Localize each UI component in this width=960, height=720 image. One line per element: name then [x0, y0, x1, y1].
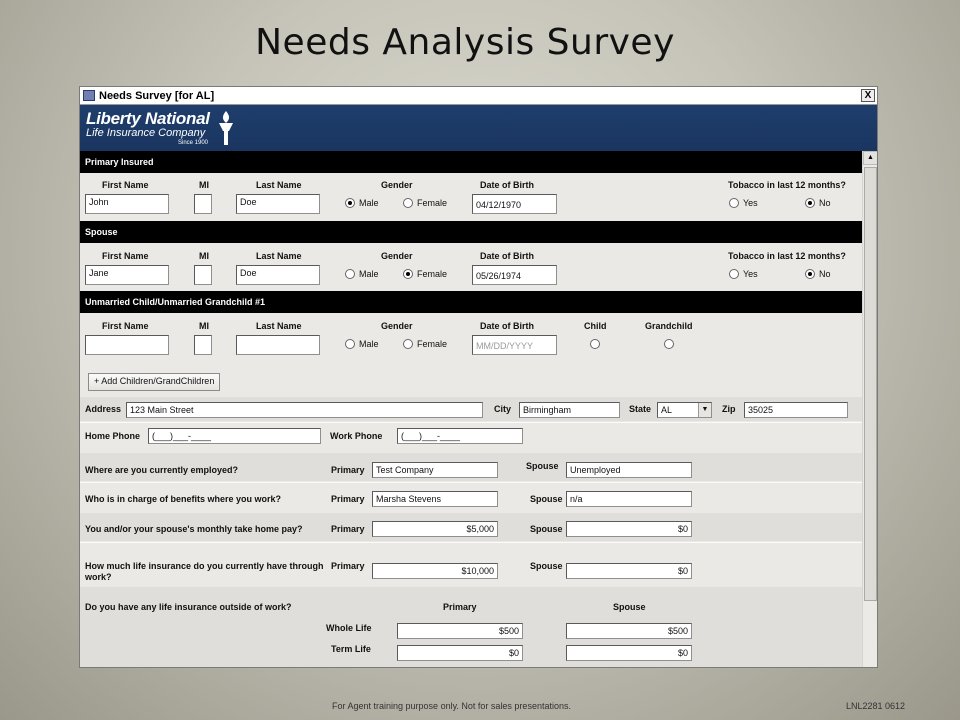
col-first-name: First Name [102, 251, 149, 261]
brand-tagline: Life Insurance Company [86, 127, 206, 139]
chevron-down-icon[interactable]: ▼ [698, 403, 711, 417]
col-last-name: Last Name [256, 321, 302, 331]
child-mi-input[interactable] [194, 335, 212, 355]
primary-label: Primary [331, 465, 365, 475]
primary-mi-input[interactable] [194, 194, 212, 214]
col-dob: Date of Birth [480, 251, 534, 261]
state-label: State [629, 404, 652, 414]
child-male-label: Male [359, 339, 379, 349]
col-mi: MI [199, 321, 209, 331]
primary-yes-label: Yes [743, 198, 758, 208]
whole-life-primary-input[interactable]: $500 [397, 623, 523, 639]
benefits-primary-input[interactable]: Marsha Stevens [372, 491, 498, 507]
spouse-no-label: No [819, 269, 831, 279]
question-outside: Do you have any life insurance outside of work? [85, 602, 292, 612]
employed-spouse-input[interactable]: Unemployed [566, 462, 692, 478]
zip-label: Zip [722, 404, 736, 414]
city-input[interactable]: Birmingham [519, 402, 620, 418]
brand-since: Since 1900 [178, 140, 209, 146]
spouse-label: Spouse [530, 561, 563, 571]
spouse-male-label: Male [359, 269, 379, 279]
col-child: Child [584, 321, 607, 331]
add-children-button[interactable]: + Add Children/GrandChildren [88, 373, 220, 391]
col-last-name: Last Name [256, 180, 302, 190]
spouse-label: Spouse [526, 461, 559, 471]
work-phone-input[interactable]: (___)___-____ [397, 428, 523, 444]
close-button[interactable]: X [861, 89, 875, 102]
child-gender-female-radio[interactable] [403, 339, 413, 349]
col-first-name: First Name [102, 180, 149, 190]
spouse-dob-input[interactable]: 05/26/1974 [472, 265, 557, 285]
child-dob-input[interactable]: MM/DD/YYYY [472, 335, 557, 355]
window-titlebar[interactable] [80, 87, 877, 105]
spouse-gender-male-radio[interactable] [345, 269, 355, 279]
state-value: AL [661, 405, 673, 415]
slide-title: Needs Analysis Survey [255, 22, 675, 63]
primary-gender-male-radio[interactable] [345, 198, 355, 208]
question-life: How much life insurance do you currently have through work? [85, 561, 324, 582]
footer-code: LNL2281 0612 [846, 701, 906, 711]
question-benefits: Who is in charge of benefits where you work? [85, 494, 282, 504]
home-phone-label: Home Phone [85, 431, 141, 441]
pay-spouse-input[interactable]: $0 [566, 521, 692, 537]
primary-no-label: No [819, 198, 831, 208]
whole-life-label: Whole Life [326, 623, 372, 633]
employed-primary-input[interactable]: Test Company [372, 462, 498, 478]
spouse-last-name-input[interactable]: Doe [236, 265, 320, 285]
child-type-grandchild-radio[interactable] [664, 339, 674, 349]
col-last-name: Last Name [256, 251, 302, 261]
work-phone-label: Work Phone [330, 431, 383, 441]
question-pay: You and/or your spouse's monthly take home pay? [85, 524, 303, 534]
footer-disclaimer: For Agent training purpose only. Not for sales presentations. [332, 701, 571, 711]
benefits-spouse-input[interactable]: n/a [566, 491, 692, 507]
section-child: Unmarried Child/Unmarried Grandchild #1 [80, 291, 862, 313]
life-spouse-input[interactable]: $0 [566, 563, 692, 579]
col-dob: Date of Birth [480, 180, 534, 190]
app-icon [83, 90, 95, 101]
col-tobacco: Tobacco in last 12 months? [728, 180, 846, 190]
outside-spouse-header: Spouse [613, 602, 646, 612]
life-primary-input[interactable]: $10,000 [372, 563, 498, 579]
col-dob: Date of Birth [480, 321, 534, 331]
col-mi: MI [199, 251, 209, 261]
spouse-gender-female-radio[interactable] [403, 269, 413, 279]
brand-logo [86, 110, 210, 146]
child-female-label: Female [417, 339, 448, 349]
spouse-mi-input[interactable] [194, 265, 212, 285]
primary-dob-input[interactable]: 04/12/1970 [472, 194, 557, 214]
vertical-scrollbar[interactable] [862, 151, 878, 668]
spouse-tobacco-no-radio[interactable] [805, 269, 815, 279]
home-phone-input[interactable]: (___)___-____ [148, 428, 321, 444]
brand-name: Liberty National [86, 109, 210, 128]
primary-tobacco-yes-radio[interactable] [729, 198, 739, 208]
address-input[interactable]: 123 Main Street [126, 402, 483, 418]
col-mi: MI [199, 180, 209, 190]
col-gender: Gender [381, 321, 413, 331]
question-employed: Where are you currently employed? [85, 465, 239, 475]
spouse-female-label: Female [417, 269, 448, 279]
term-life-spouse-input[interactable]: $0 [566, 645, 692, 661]
survey-form [80, 151, 862, 668]
torch-icon [214, 109, 238, 147]
pay-primary-input[interactable]: $5,000 [372, 521, 498, 537]
child-last-name-input[interactable] [236, 335, 320, 355]
address-label: Address [85, 404, 122, 414]
child-type-child-radio[interactable] [590, 339, 600, 349]
spouse-yes-label: Yes [743, 269, 758, 279]
primary-male-label: Male [359, 198, 379, 208]
col-tobacco: Tobacco in last 12 months? [728, 251, 846, 261]
child-gender-male-radio[interactable] [345, 339, 355, 349]
col-first-name: First Name [102, 321, 149, 331]
col-gender: Gender [381, 180, 413, 190]
section-primary-insured: Primary Insured [80, 151, 862, 173]
spouse-first-name-input[interactable]: Jane [85, 265, 169, 285]
zip-input[interactable]: 35025 [744, 402, 848, 418]
primary-label: Primary [331, 524, 365, 534]
brand-banner [80, 105, 877, 151]
primary-label: Primary [331, 494, 365, 504]
window-title: Needs Survey [for AL] [99, 89, 215, 102]
whole-life-spouse-input[interactable]: $500 [566, 623, 692, 639]
term-life-primary-input[interactable]: $0 [397, 645, 523, 661]
outside-primary-header: Primary [443, 602, 477, 612]
state-select[interactable] [657, 402, 712, 418]
primary-tobacco-no-radio[interactable] [805, 198, 815, 208]
col-gender: Gender [381, 251, 413, 261]
scrollbar-thumb[interactable] [864, 167, 877, 601]
primary-female-label: Female [417, 198, 448, 208]
child-first-name-input[interactable] [85, 335, 169, 355]
spouse-tobacco-yes-radio[interactable] [729, 269, 739, 279]
primary-gender-female-radio[interactable] [403, 198, 413, 208]
col-grandchild: Grandchild [645, 321, 693, 331]
term-life-label: Term Life [331, 644, 371, 654]
needs-survey-window [79, 86, 878, 668]
section-spouse: Spouse [80, 221, 862, 243]
primary-first-name-input[interactable]: John [85, 194, 169, 214]
spouse-label: Spouse [530, 494, 563, 504]
city-label: City [494, 404, 512, 414]
spouse-label: Spouse [530, 524, 563, 534]
primary-last-name-input[interactable]: Doe [236, 194, 320, 214]
primary-label: Primary [331, 561, 365, 571]
scroll-up-icon[interactable]: ▲ [863, 151, 878, 165]
